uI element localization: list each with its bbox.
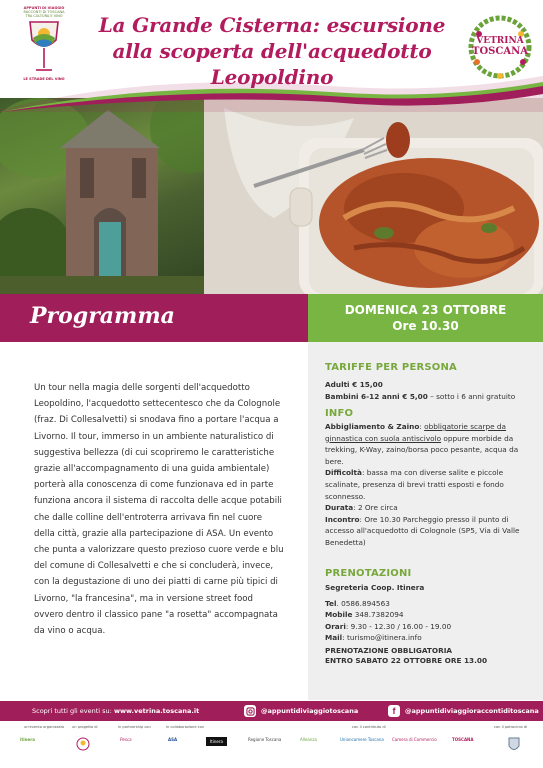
info-durata [325,502,537,514]
title-line-2: alla scoperta dell'acquedotto Leopoldino [112,39,432,89]
scopri-text: Scopri tutti gli eventi su: [32,707,114,715]
prenotazioni-heading: PRENOTAZIONI [325,568,412,579]
segreteria: Segreteria Coop. Itinera [325,583,425,592]
appunti-mini-icon [76,737,90,751]
instagram-handle: @appuntidiviaggiotoscana [261,707,359,715]
footer-facebook[interactable] [388,705,539,717]
label-organizer: un'evento organizzato [24,725,65,729]
logo-unioncamere: Unioncamere Toscana [340,737,384,742]
tariffa-bambini-row [325,391,537,403]
vetrina-link[interactable]: www.vetrina.toscana.it [113,707,200,715]
logo-line-2: RACCONTI DI TOSCANA [23,10,65,14]
prenotazione-obbligatoria: PRENOTAZIONE OBBLIGATORIA [325,645,453,655]
label-collab: in collaborazione con [166,725,205,729]
mobile-number: 348.7382094 [352,610,404,620]
programma-bar [0,294,308,342]
logo-line-3: TRA CULTURA E VINO [25,14,63,18]
label-patron: con il patrocinio di [494,725,528,729]
contact-tel [325,598,537,610]
abbigliamento-rest: oppure morbide da trekking, K-Way, zaino/borsa poco pesante, acqua da bere. [325,433,519,466]
logo-line-1: APPUNTI DI VIAGGIO [23,6,65,10]
durata-text: : 2 Ore circa [353,503,398,513]
logo-regione-toscana: Regione Toscana [248,737,282,742]
tariffa-bambini: Bambini 6-12 anni € 5,00 [325,391,428,401]
contact-mobile [325,609,537,621]
logo-vetrina: VETRINA [476,36,524,46]
coat-of-arms-icon [508,737,520,753]
contact-orari [325,621,537,633]
logo-toscana: TOSCANA [472,46,528,57]
logo-asa: ASA [168,737,178,742]
info-heading: INFO [325,408,354,419]
logo-comune [508,737,520,754]
info-difficolta [325,467,537,502]
event-time: Ore 10.30 [392,319,459,333]
tariffe-section [325,362,537,402]
facebook-handle: @appuntidiviaggioraccontiditoscana [405,707,539,715]
logo-sub: LE STRADE DEL VINO [23,77,65,81]
hero-photos [0,98,543,294]
mail-label: Mail [325,633,343,643]
orari-text: : 9.30 - 12.30 / 16.00 - 19.00 [345,621,452,631]
incontro-text: : Ore 10.30 Parcheggio presso il punto di accesso all'acquedotto di Colognole (SP5, Via di Valle Benedetta) [325,514,520,547]
tariffa-adulti: Adulti € 15,00 [325,380,383,389]
label-partner: in partnership con [118,725,151,729]
wine-glass-icon [27,20,61,76]
date-bar [308,294,543,342]
label-support: con il contributo di [352,725,386,729]
decorative-swoosh [0,178,543,238]
info-incontro [325,514,537,549]
event-date: DOMENICA 23 OTTOBRE [344,303,507,317]
abbigliamento-required: obbligatorie scarpe da ginnastica con suola antiscivolo [325,422,507,443]
info-panel [308,342,543,700]
description-panel [0,342,308,700]
logo-project [76,737,90,752]
info-section [325,408,537,549]
programma-heading: Programma [30,303,175,329]
contact-mail [325,632,537,644]
mobile-label: Mobile [325,610,353,620]
tel-number: . 0586.894563 [336,598,390,608]
header-swoosh [0,72,543,112]
title-line-1: La Grande Cisterna: escursione [98,13,446,37]
incontro-label: Incontro [325,514,360,524]
logo-itinera-organizer: itinera [20,737,35,742]
logo-alleanza: Alleanza [300,737,317,742]
tariffa-bambini-note: – sotto i 6 anni gratuito [427,391,516,401]
logo-camera-commercio: Camera di Commercio [392,737,437,742]
difficolta-label: Difficoltà [325,468,362,478]
orari-label: Orari [325,621,346,631]
partners-strip [0,721,543,768]
logo-toscana: TOSCANA [452,737,474,742]
instagram-icon [244,705,256,717]
logo-pesca: Pesca [120,737,132,742]
mail-address: : turismo@itinera.info [342,633,422,643]
prenotazioni-section [325,568,537,666]
abbigliamento-label: Abbigliamento & Zaino [325,422,420,431]
tariffe-heading: TARIFFE PER PERSONA [325,362,457,373]
durata-label: Durata [325,503,354,513]
info-abbigliamento: Abbigliamento & Zaino: obbligatorie scarpe da ginnastica con suola antiscivolo oppure morbide da trekking, K-Way, zaino/borsa poco pesante, acqua da bere. [325,422,519,466]
facebook-icon: f [388,705,400,717]
logo-itinera-collab: Itinera [206,737,227,746]
event-description: Un tour nella magia delle sorgenti dell'acquedotto Leopoldino, l'acquedotto settecentesco che da Colognole (fraz. Di Collesalvetti) si snodava fino a portare l'acqua a Livorno. Il tour, immerso in un ambiente naturalistico di suggestiva bellezza (di cui scopriremo le caratteristiche grazie all'accompagnamento di una guida ambientale) porterà alla conoscenza di come funzionava ed in parte funziona ancora il sistema di raccolta delle acque potabili che dalle colline dell'entroterra arrivava fin nel cuore della città, grazie alla partecipazione di ASA. Un evento che punta a valorizzare questo prezioso cuore verde e blu del comune di Collesalvetti e che si concluderà, invece, con la degustazione di uno dei piatti di carne più tipici di Livorno, "la francesina", ma in versione street food ovvero dentro il classico pane "a rosetta" accompagnata da vino o acqua. [34,383,284,637]
difficolta-text: : bassa ma con diverse salite e piccole scalinate, presenza di brevi tratti esposti e fondo sconnesso. [325,468,504,501]
label-project: un progetto di [72,725,98,729]
footer-instagram[interactable] [244,705,358,717]
footer-scopri [32,707,199,715]
prenotazione-deadline: ENTRO SABATO 22 OTTOBRE ORE 13.00 [325,655,488,665]
footer-bar [0,701,543,721]
tel-label: Tel [325,598,337,608]
